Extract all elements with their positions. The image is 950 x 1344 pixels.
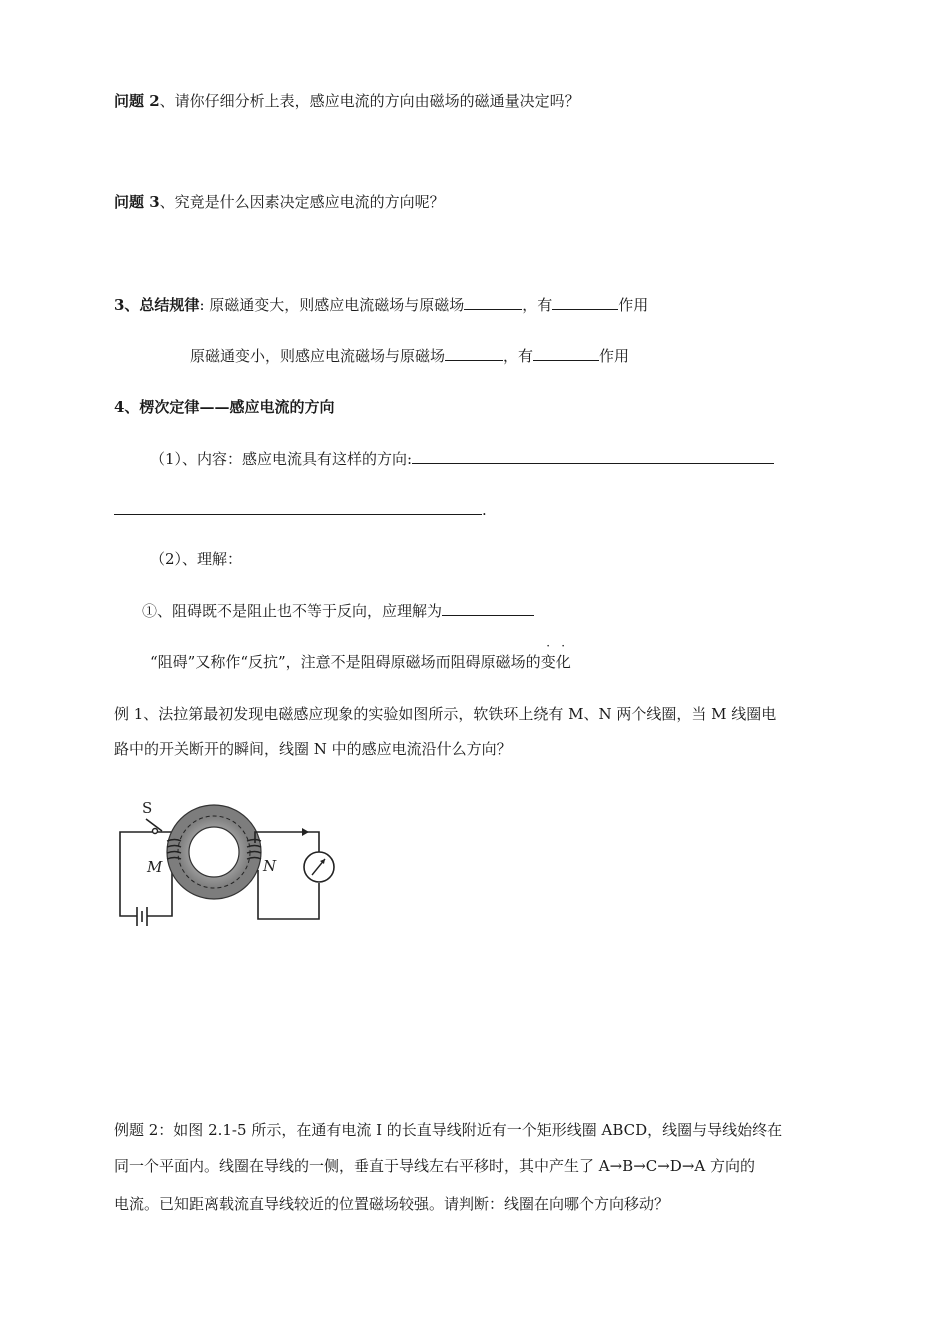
coil-n-label: N [263, 857, 277, 875]
answer-blank[interactable] [445, 344, 503, 361]
question-3 [114, 191, 445, 213]
switch-contact-icon [153, 829, 158, 834]
example-1-line-2: 路中的开关断开的瞬间，线圈 N 中的感应电流沿什么方向？ [114, 740, 512, 758]
answer-blank[interactable] [412, 447, 774, 464]
answer-blank[interactable] [533, 344, 599, 361]
lenz-law-point-1 [142, 599, 534, 622]
summary-rule-text-a: 原磁通变小，则感应电流磁场与原磁场 [190, 347, 446, 365]
emphasis-char-text: 化 [555, 653, 571, 671]
note-text: “阻碍”又称作“反抗”，注意不是阻碍原磁场而阻碍原磁场的 [150, 653, 541, 671]
content-label: （1）、内容：感应电流具有这样的方向: [150, 450, 413, 468]
current-arrow-icon [302, 828, 309, 836]
example-2-line-2: 同一个平面内。线圈在导线的一侧，垂直于导线左右平移时，其中产生了 A→B→C→D→A 方向的 [114, 1157, 756, 1175]
summary-rule-text-c: 作用 [618, 296, 649, 314]
lenz-law-content [150, 447, 774, 470]
lenz-law-heading: 4、楞次定律——感应电流的方向 [114, 398, 335, 416]
question-2 [114, 90, 580, 112]
lenz-law-understanding-label: （2）、理解： [150, 550, 243, 568]
answer-blank[interactable] [552, 293, 618, 310]
emphasis-char-text: 变 [540, 653, 556, 671]
battery-icon [137, 907, 147, 926]
question-2-label: 问题 2 [114, 92, 160, 110]
lenz-law-content-continued [114, 498, 487, 521]
example-2-line-1: 例题 2：如图 2.1-5 所示，在通有电流 I 的长直导线附近有一个矩形线圈 ABCD，线圈与导线始终在 [114, 1121, 783, 1139]
summary-rule-text-b: ，有 [522, 296, 553, 314]
summary-rule-text-b: ，有 [503, 347, 534, 365]
summary-rule-label: 3、总结规律 [114, 296, 200, 314]
coil-m-label: M [147, 858, 163, 876]
lenz-law-note [150, 639, 571, 673]
question-2-text: 、请你仔细分析上表，感应电流的方向由磁场的磁通量决定吗？ [159, 92, 580, 110]
summary-rule-text-a: : 原磁通变大，则感应电流磁场与原磁场 [199, 296, 465, 314]
faraday-ring-figure [110, 795, 350, 940]
example-2-line-3: 电流。已知距离载流直导线较近的位置磁场较强。请判断：线圈在向哪个方向移动？ [114, 1195, 670, 1213]
summary-rule-line-2 [190, 344, 629, 367]
emphasis-char [540, 639, 556, 673]
answer-blank[interactable] [464, 293, 522, 310]
switch-label: S [142, 799, 153, 817]
content-end-period: . [482, 501, 487, 519]
question-3-label: 问题 3 [114, 193, 160, 211]
emphasis-dot-icon: · [546, 639, 551, 653]
example-1-line-1: 例 1、法拉第最初发现电磁感应现象的实验如图所示，软铁环上绕有 M、N 两个线圈，当 M 线圈电 [114, 705, 777, 723]
emphasis-char [555, 639, 571, 673]
answer-blank[interactable] [114, 498, 482, 515]
summary-rule-text-c: 作用 [599, 347, 630, 365]
emphasis-dot-icon: · [561, 639, 566, 653]
summary-rule-line-1 [114, 293, 648, 316]
answer-blank[interactable] [442, 599, 534, 616]
point-1-text: ①、阻碍既不是阻止也不等于反向，应理解为 [142, 602, 443, 620]
question-3-text: 、究竟是什么因素决定感应电流的方向呢？ [159, 193, 445, 211]
